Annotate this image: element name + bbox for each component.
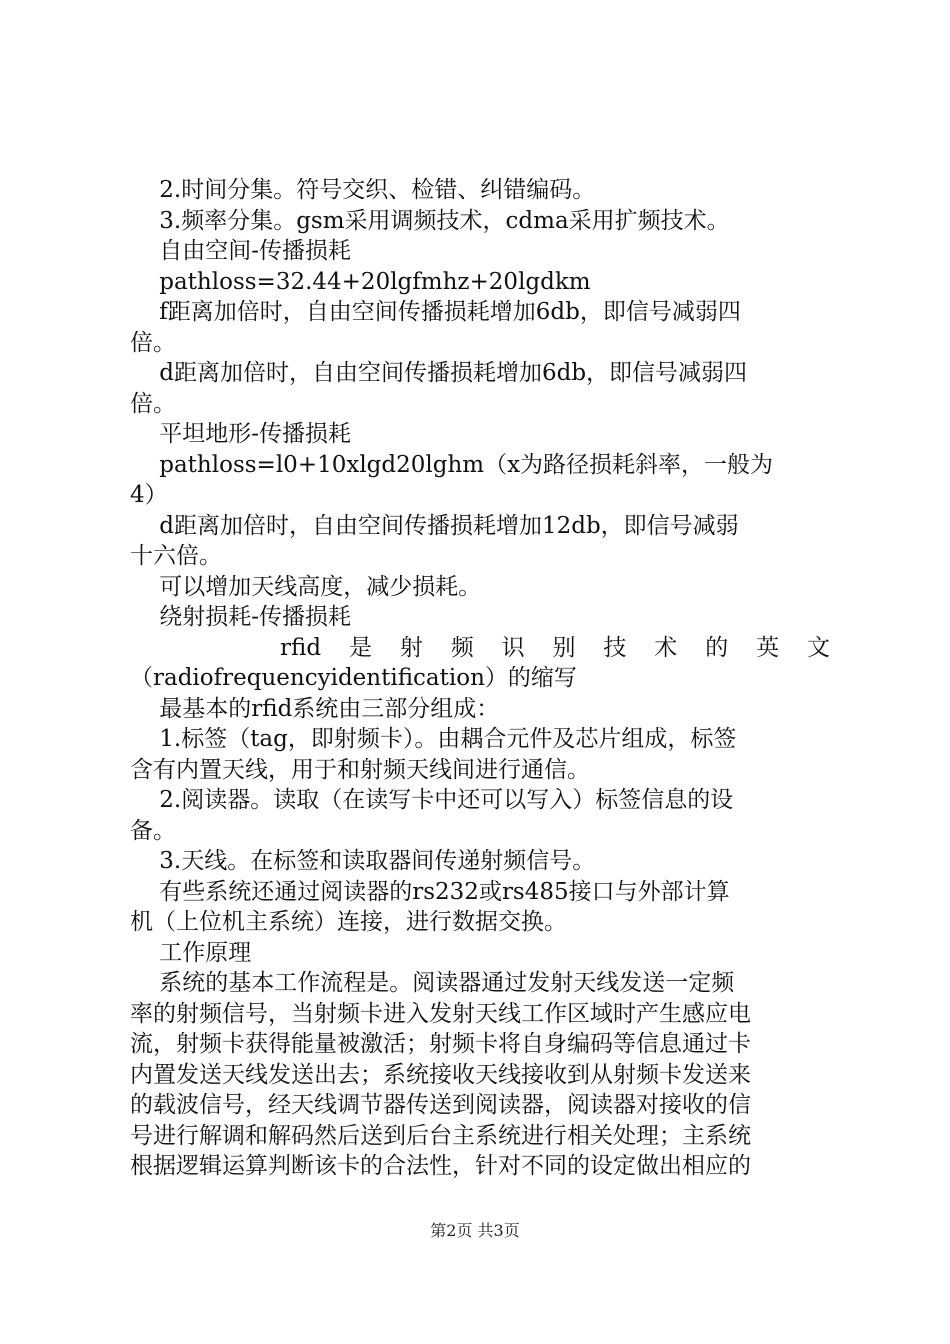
text-line: d距离加倍时，自由空间传播损耗增加12db，即信号减弱 bbox=[130, 512, 739, 539]
word: 识 bbox=[501, 634, 525, 661]
text-line: pathloss=l0+10xlgd20lghm（x为路径损耗斜率，一般为 bbox=[130, 451, 774, 478]
text-line: 可以增加天线高度，减少损耗。 bbox=[130, 573, 482, 600]
text-line: 倍。 bbox=[130, 329, 176, 356]
text-line: 2.阅读器。读取（在读写卡中还可以写入）标签信息的设 bbox=[130, 787, 734, 813]
text-line: 4） bbox=[130, 482, 168, 508]
text-line: 平坦地形-传播损耗 bbox=[130, 421, 352, 447]
text-line: 的载波信号，经天线调节器传送到阅读器，阅读器对接收的信 bbox=[130, 1092, 751, 1118]
text-line: 3.频率分集。gsm采用调频技术，cdma采用扩频技术。 bbox=[130, 207, 730, 234]
text-line: d距离加倍时，自由空间传播损耗增加6db，即信号减弱四 bbox=[130, 360, 748, 386]
text-line: 2.时间分集。符号交织、检错、纠错编码。 bbox=[130, 177, 596, 203]
word: 别 bbox=[552, 634, 576, 661]
word: 是 bbox=[348, 634, 372, 661]
justified-rfid-line bbox=[130, 633, 830, 664]
word: rfid bbox=[280, 634, 322, 661]
text-line: 3.天线。在标签和读取器间传递射频信号。 bbox=[130, 848, 596, 874]
text-line: 工作原理 bbox=[130, 939, 252, 966]
word: 的 bbox=[705, 634, 729, 661]
word: 英 bbox=[756, 634, 780, 661]
text-line: 1.标签（tag，即射频卡）。由耦合元件及芯片组成，标签 bbox=[130, 726, 737, 752]
text-line: 根据逻辑运算判断该卡的合法性，针对不同的设定做出相应的 bbox=[130, 1153, 751, 1179]
text-line: 最基本的rfid系统由三部分组成： bbox=[130, 695, 500, 722]
text-line: 号进行解调和解码然后送到后台主系统进行相关处理；主系统 bbox=[130, 1122, 751, 1149]
text-line: 系统的基本工作流程是。阅读器通过发射天线发送一定频 bbox=[130, 970, 735, 996]
text-line: 倍。 bbox=[130, 390, 176, 417]
text-line: pathloss=32.44+20lgfmhz+20lgdkm bbox=[130, 268, 591, 295]
text-line: 备。 bbox=[130, 817, 176, 844]
text-line: 内置发送天线发送出去；系统接收天线接收到从射频卡发送来 bbox=[130, 1061, 751, 1088]
word: 射 bbox=[399, 634, 423, 661]
text-line: 有些系统还通过阅读器的rs232或rs485接口与外部计算 bbox=[130, 878, 730, 905]
text-line: 绕射损耗-传播损耗 bbox=[130, 604, 352, 630]
word: 技 bbox=[603, 634, 627, 661]
text-line: f距离加倍时，自由空间传播损耗增加6db，即信号减弱四 bbox=[130, 299, 741, 325]
text-line: 率的射频信号，当射频卡进入发射天线工作区域时产生感应电 bbox=[130, 1000, 751, 1027]
text-line: 含有内置天线，用于和射频天线间进行通信。 bbox=[130, 756, 590, 783]
text-line: 自由空间-传播损耗 bbox=[130, 238, 352, 264]
text-line: （radiofrequencyidentification）的缩写 bbox=[130, 665, 577, 691]
word: 术 bbox=[654, 634, 678, 661]
word: 文 bbox=[806, 634, 830, 661]
page-footer: 第2页 共3页 bbox=[430, 1221, 520, 1240]
word: 频 bbox=[450, 634, 474, 661]
text-line: 流，射频卡获得能量被激活；射频卡将自身编码等信息通过卡 bbox=[130, 1031, 751, 1057]
text-line: 机（上位机主系统）连接，进行数据交换。 bbox=[130, 909, 567, 935]
body-text bbox=[130, 175, 830, 1182]
text-line: 十六倍。 bbox=[130, 543, 222, 569]
